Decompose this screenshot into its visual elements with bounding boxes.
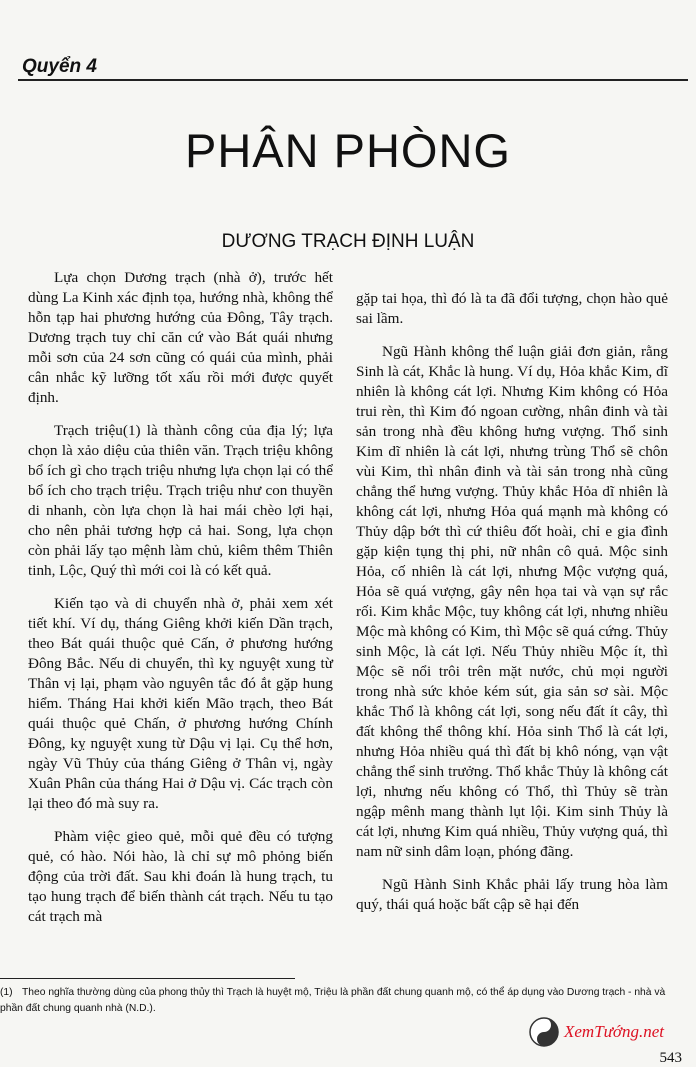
watermark-logo <box>528 1014 693 1050</box>
left-column <box>28 268 333 940</box>
paragraph: Phàm việc gieo quẻ, mỗi quẻ đều có tượng quẻ, có hào. Nói hào, là chỉ sự mô phỏng biến động của trời đất. Sau khi đoán là hung trạch, tu tạo hung trạch để biến thành cát trạch. Nếu tu tạo cát trạch mà <box>28 828 333 925</box>
right-column <box>356 289 668 928</box>
paragraph: Kiến tạo và di chuyển nhà ở, phải xem xét tiết khí. Ví dụ, tháng Giêng khởi kiến Dần trạch, theo Bát quái thuộc quẻ Cấn, ở phương hướng Đông Bắc. Nếu di chuyển, thì kỵ nguyệt xung từ Thân vị lại, phạm vào nguyên tắc đó ắt gặp hung hiểm. Tháng Hai khởi kiến Mão trạch, theo Bát quái thuộc quẻ Chấn, ở phương hướng Chính Đông, kỵ nguyệt xung từ Dậu vị lại. Cụ thể hơn, ngày Vũ Thủy của tháng Giêng ở Thân vị, ngày Xuân Phân của tháng Hai ở Dậu vị. Các trạch còn lại theo đó mà suy ra. <box>28 595 333 812</box>
footnote-rule <box>0 978 295 979</box>
paragraph: Ngũ Hành Sinh Khắc phải lấy trung hòa làm quý, thái quá hoặc bất cập sẽ hại đến <box>356 876 668 913</box>
footnote <box>0 985 680 1017</box>
watermark-text: XemTướng.net <box>564 1022 665 1041</box>
footnote-marker: (1) <box>0 987 13 998</box>
paragraph: gặp tai họa, thì đó là ta đã đổi tượng, chọn hào quẻ sai lầm. <box>356 290 668 327</box>
page-number: 543 <box>659 1050 682 1066</box>
paragraph: Ngũ Hành không thể luận giải đơn giản, rằng Sinh là cát, Khắc là hung. Ví dụ, Hỏa khắc Kim, dĩ nhiên là không cát lợi. Nhưng Kim không có Hỏa trui rèn, thì Kim đó ngoan cường, nhân đinh và tài sản trong nhà đều không hưng vượng. Thổ sinh Kim dĩ nhiên là cát lợi, nhưng trùng Thổ sẽ chôn vùi Kim, thì nhân đinh và tài sản trong nhà cũng chẳng thể hưng vượng. Thủy khắc Hỏa dĩ nhiên là không cát lợi, nhưng Hỏa quá mạnh mà không có Thủy dập bớt thì cứ thiêu đốt hoài, chỉ e gia đình gặp kiện tụng thị phi, nữ nhân cô quả. Mộc sinh Hỏa, cố nhiên là cát lợi, nhưng Mộc vượng quá, Hỏa sẽ quá vượng, gây nên họa tai và vạn sự rắc rối. Kim khắc Mộc, tuy không cát lợi, nhưng nhiều Mộc mà không có Kim, thì Mộc sẽ quá cứng. Thủy sinh Mộc, là cát lợi. Nếu Thủy nhiều Mộc ít, thì Mộc sẽ nổi trôi trên mặt nước, chủ mọi người trong nhà sức khỏe kém sút, gia sản sơ sài. Mộc khắc Thổ là không cát lợi, song nếu đất ít cây, thì đất không thể thông khí. Hỏa sinh Thổ là cát lợi, nhưng Hỏa nhiều quá thì đất bị khô nóng, vạn vật chẳng thể sinh trưởng. Thổ khắc Thủy là không cát lợi, nhưng nếu không có Thổ, thì Thủy sẽ tràn ngập mênh mang thành lụt lội. Kim sinh Thủy là cát lợi, nhưng Kim quá nhiều, Thủy vượng quá, thì nam nữ sinh dâm loạn, phóng đãng. <box>356 343 668 860</box>
paragraph: Trạch triệu(1) là thành công của địa lý; lựa chọn là xảo diệu của thiên văn. Trạch triệu không bổ ích gì cho trạch triệu nhưng lựa chọn lại có thể bổ ích cho trạch triệu. Trạch triệu như con thuyền di nhanh, còn lựa chọn là hai mái chèo lợi hại, cho nên phải tương hợp cả hai. Song, lựa chọn còn phải lấy tạo mệnh làm chủ, kiêm thêm Thiên tinh, Lộc, Quý thì mới coi là có kết quả. <box>28 422 333 579</box>
yin-yang-icon <box>528 1016 560 1048</box>
footnote-text: Theo nghĩa thường dùng của phong thủy thì Trạch là huyệt mộ, Triệu là phần đất chung quanh mộ, có thể áp dụng vào Dương trạch - nhà và phần đất chung quanh nhà (N.D.). <box>0 987 666 1014</box>
header-rule <box>18 79 688 81</box>
paragraph: Lựa chọn Dương trạch (nhà ở), trước hết dùng La Kinh xác định tọa, hướng nhà, không thể hỗn tạp hai phương hướng của Đông, Tây trạch. Dương trạch tuy chỉ căn cứ vào Bát quái nhưng mỗi sơn của 24 sơn cũng có quái của mình, phải cân nhắc kỹ lưỡng tốt xấu rồi mới được quyết định. <box>28 269 333 406</box>
section-subtitle: DƯƠNG TRẠCH ĐỊNH LUẬN <box>221 231 475 252</box>
volume-label: Quyển 4 <box>22 56 97 77</box>
chapter-title: PHÂN PHÒNG <box>185 124 511 177</box>
